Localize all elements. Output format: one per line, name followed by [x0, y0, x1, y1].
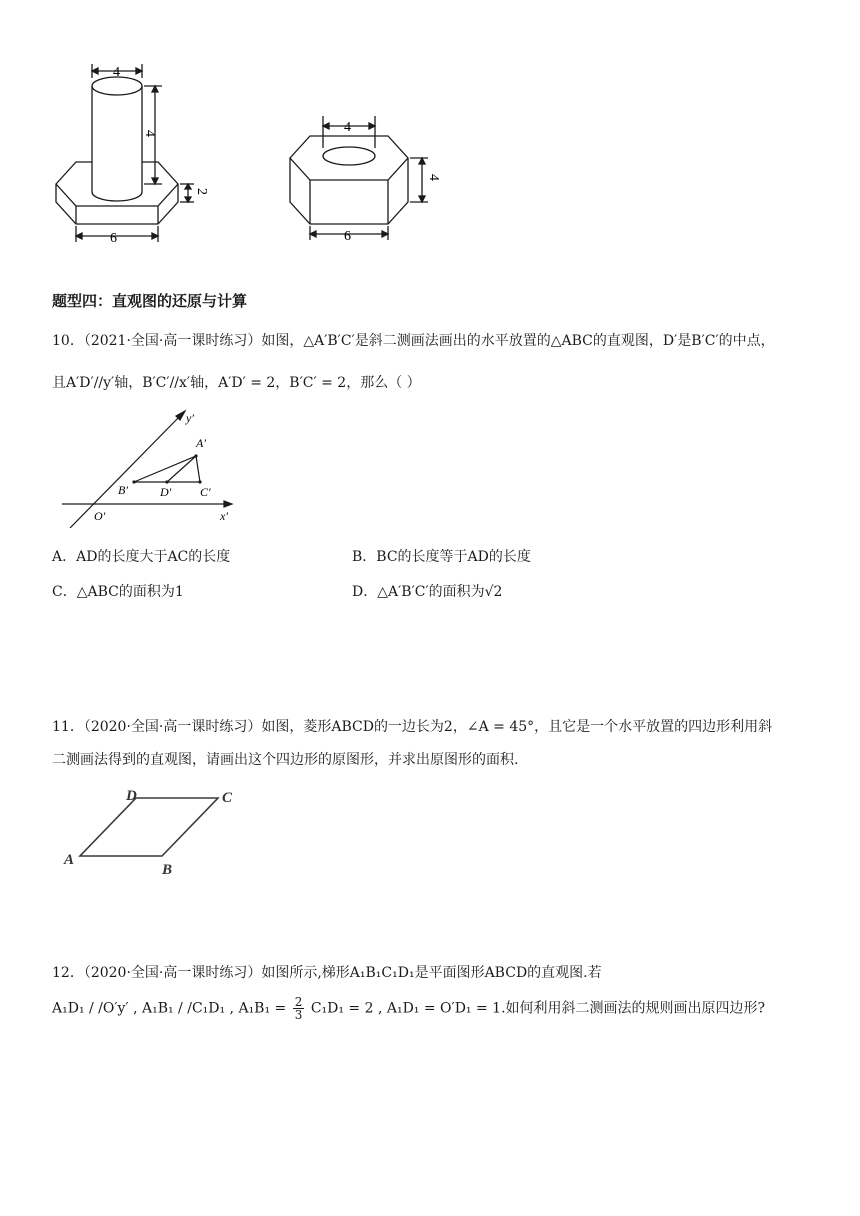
dim-height-label: 4: [142, 130, 157, 137]
vertex-c-label: C: [222, 790, 233, 806]
q10-text-line1: 10．（2021·全国·高一课时练习）如图，△A′B′C′是斜二测画法画出的水平放置的△ABC的直观图，D′是B′C′的中点，: [52, 333, 775, 349]
vertex-b-label: B: [162, 862, 173, 878]
q10-text-line2: 且A′D′//y′轴，B′C′//x′轴，A′D′ = 2，B′C′ = 2，那么（ ）: [52, 375, 421, 391]
q10-option-b: B．BC的长度等于AD的长度: [352, 549, 531, 565]
q12-text-line1: 12．（2020·全国·高一课时练习）如图所示,梯形A₁B₁C₁D₁是平面图形ABCD的直观图.若: [52, 965, 602, 981]
q10-option-a: A．AD的长度大于AC的长度: [52, 549, 231, 565]
figure-hexagon-with-hole: [282, 112, 442, 252]
origin-label: O′: [94, 509, 106, 523]
q12-condition-part1: A₁D₁ / /O′y′ , A₁B₁ / /C₁D₁ , A₁B₁ =: [52, 1000, 287, 1017]
q10-figure-oblique-triangle: [60, 404, 240, 528]
y-axis-label: y′: [186, 411, 194, 425]
vertex-a-label: A′: [196, 436, 206, 450]
dim-hole-label: 4: [344, 120, 351, 135]
fraction-denominator: 3: [294, 1008, 303, 1022]
vertex-c-label: C′: [200, 485, 211, 499]
q10-option-d: D．△A′B′C′的面积为√2: [352, 584, 503, 600]
vertex-a-label: A: [64, 852, 75, 868]
figure-cylinder-on-hexagon: [40, 56, 220, 256]
section-heading: 题型四：直观图的还原与计算: [52, 292, 248, 310]
q10-option-c: C．△ABC的面积为1: [52, 584, 184, 600]
vertex-d-label: D: [126, 788, 137, 804]
dim-base-height-label: 2: [194, 188, 209, 195]
q11-text-line2: 二测画法得到的直观图，请画出这个四边形的原图形，并求出原图形的面积.: [52, 752, 519, 768]
dim-base-width-label: 6: [110, 231, 117, 246]
q11-figure-rhombus: [60, 780, 260, 880]
fraction-numerator: 2: [294, 995, 303, 1009]
q11-text-line1: 11．（2020·全国·高一课时练习）如图，菱形ABCD的一边长为2，∠A = 45°，且它是一个水平放置的四边形利用斜: [52, 719, 773, 735]
dim-height-label: 4: [426, 174, 441, 181]
q12-condition-part2: C₁D₁ = 2 , A₁D₁ = O′D₁ = 1.如何利用斜二测画法的规则画出原四边形?: [310, 1000, 766, 1017]
midpoint-d-label: D′: [160, 485, 172, 499]
q12-text-line2: [52, 996, 765, 1021]
fraction-two-thirds: [293, 996, 305, 1021]
dim-top-label: 4: [113, 65, 120, 80]
vertex-b-label: B′: [118, 483, 128, 497]
dim-base-width-label: 6: [344, 229, 351, 244]
x-axis-label: x′: [220, 509, 228, 523]
